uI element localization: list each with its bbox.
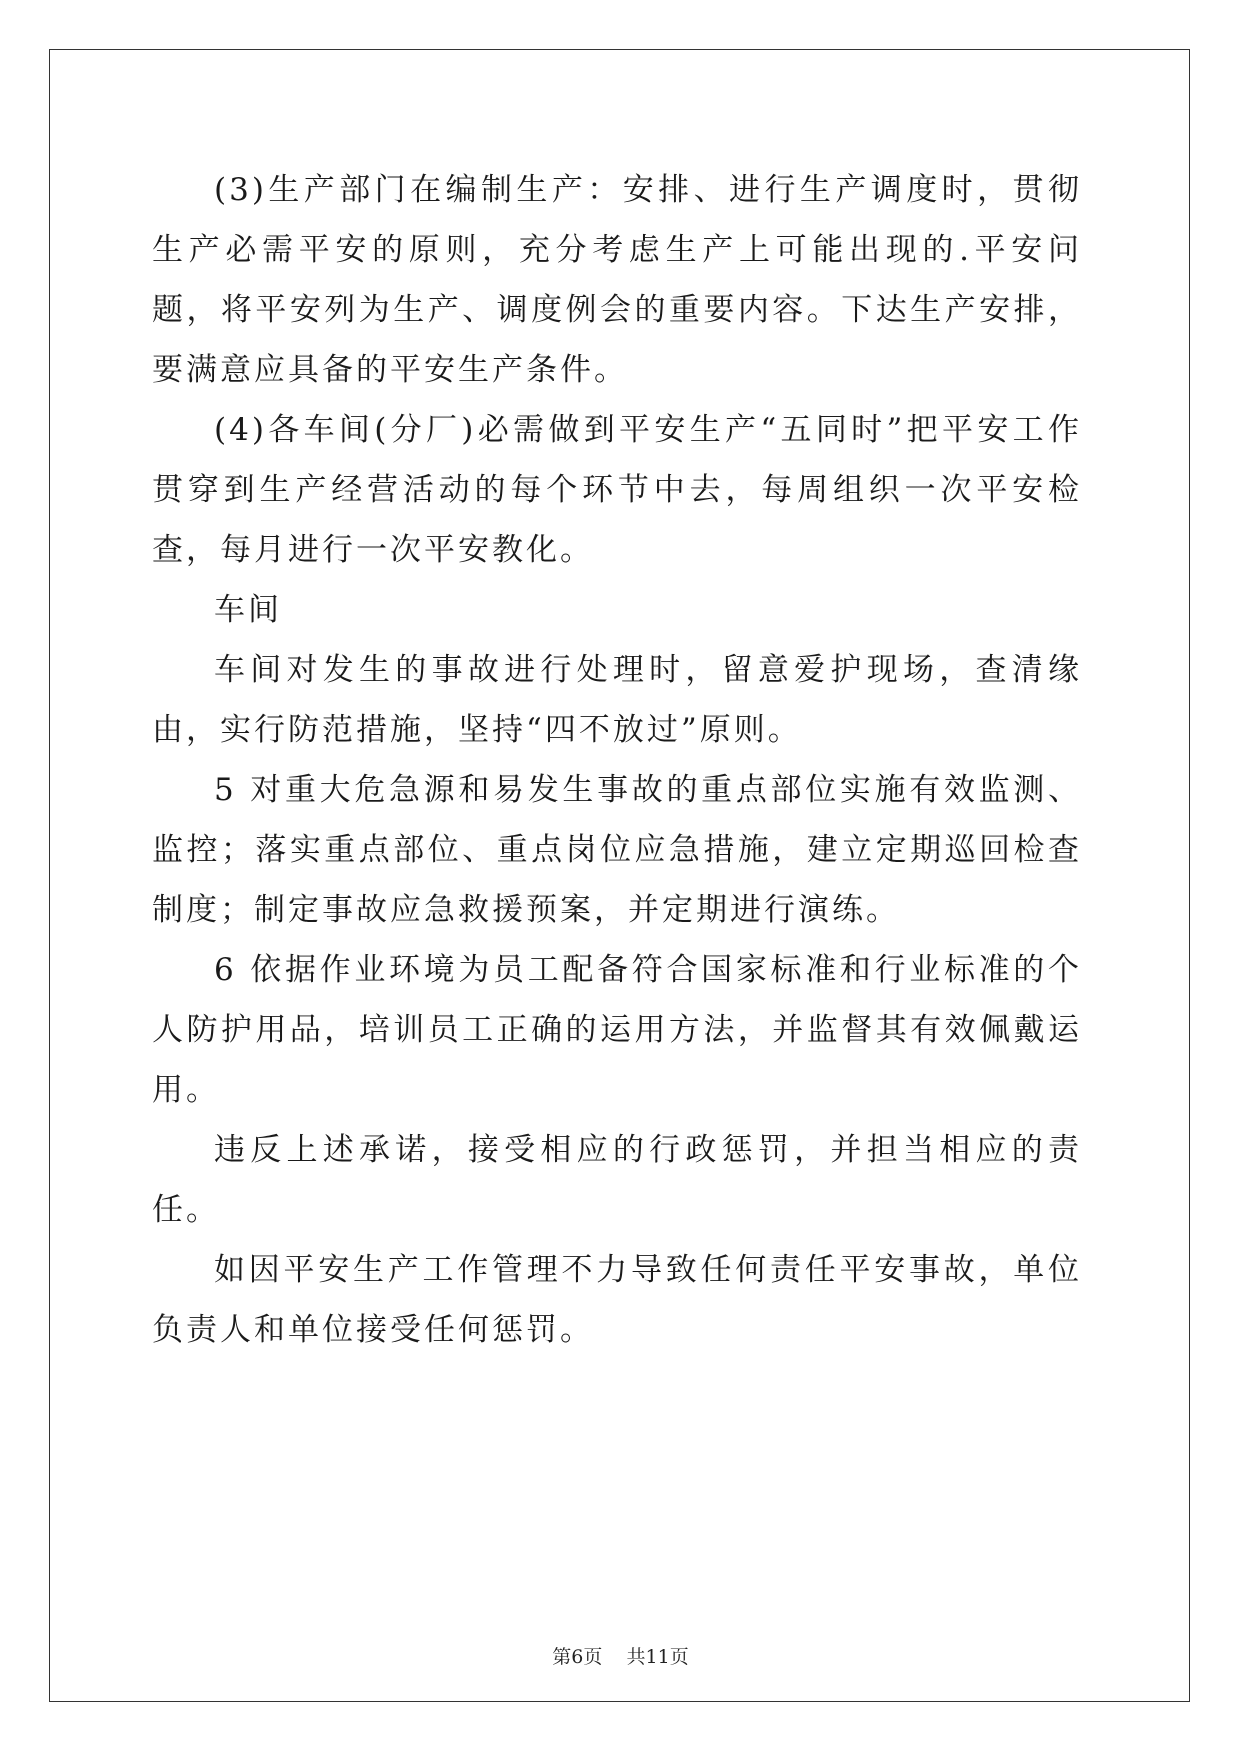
page-number: 6 xyxy=(571,1646,584,1668)
document-body xyxy=(152,160,1082,1360)
total-suffix: 页 xyxy=(669,1646,689,1668)
paragraph: 违反上述承诺，接受相应的行政惩罚，并担当相应的责任。 xyxy=(152,1132,1082,1228)
page-prefix: 第 xyxy=(552,1646,572,1668)
page-footer xyxy=(0,1642,1241,1669)
paragraph: 如因平安生产工作管理不力导致任何责任平安事故，单位负责人和单位接受任何惩罚。 xyxy=(152,1252,1082,1348)
page-suffix: 页 xyxy=(583,1646,603,1668)
paragraph: 车间 xyxy=(214,592,282,628)
total-prefix: 共 xyxy=(626,1646,646,1668)
paragraph: 5 对重大危急源和易发生事故的重点部位实施有效监测、监控；落实重点部位、重点岗位应急措施，建立定期巡回检查制度；制定事故应急救援预案，并定期进行演练。 xyxy=(152,772,1082,928)
paragraph: 车间对发生的事故进行处理时，留意爱护现场，查清缘由，实行防范措施，坚持“四不放过”原则。 xyxy=(152,652,1082,748)
paragraph: 6 依据作业环境为员工配备符合国家标准和行业标准的个人防护用品，培训员工正确的运用方法，并监督其有效佩戴运用。 xyxy=(152,952,1082,1108)
paragraph: (4)各车间(分厂)必需做到平安生产“五同时”把平安工作贯穿到生产经营活动的每个环节中去，每周组织一次平安检查，每月进行一次平安教化。 xyxy=(152,412,1082,568)
total-pages: 11 xyxy=(645,1646,670,1668)
paragraph: (3)生产部门在编制生产：安排、进行生产调度时，贯彻生产必需平安的原则，充分考虑生产上可能出现的.平安问题，将平安列为生产、调度例会的重要内容。下达生产安排，要满意应具备的平安生产条件。 xyxy=(152,172,1082,388)
